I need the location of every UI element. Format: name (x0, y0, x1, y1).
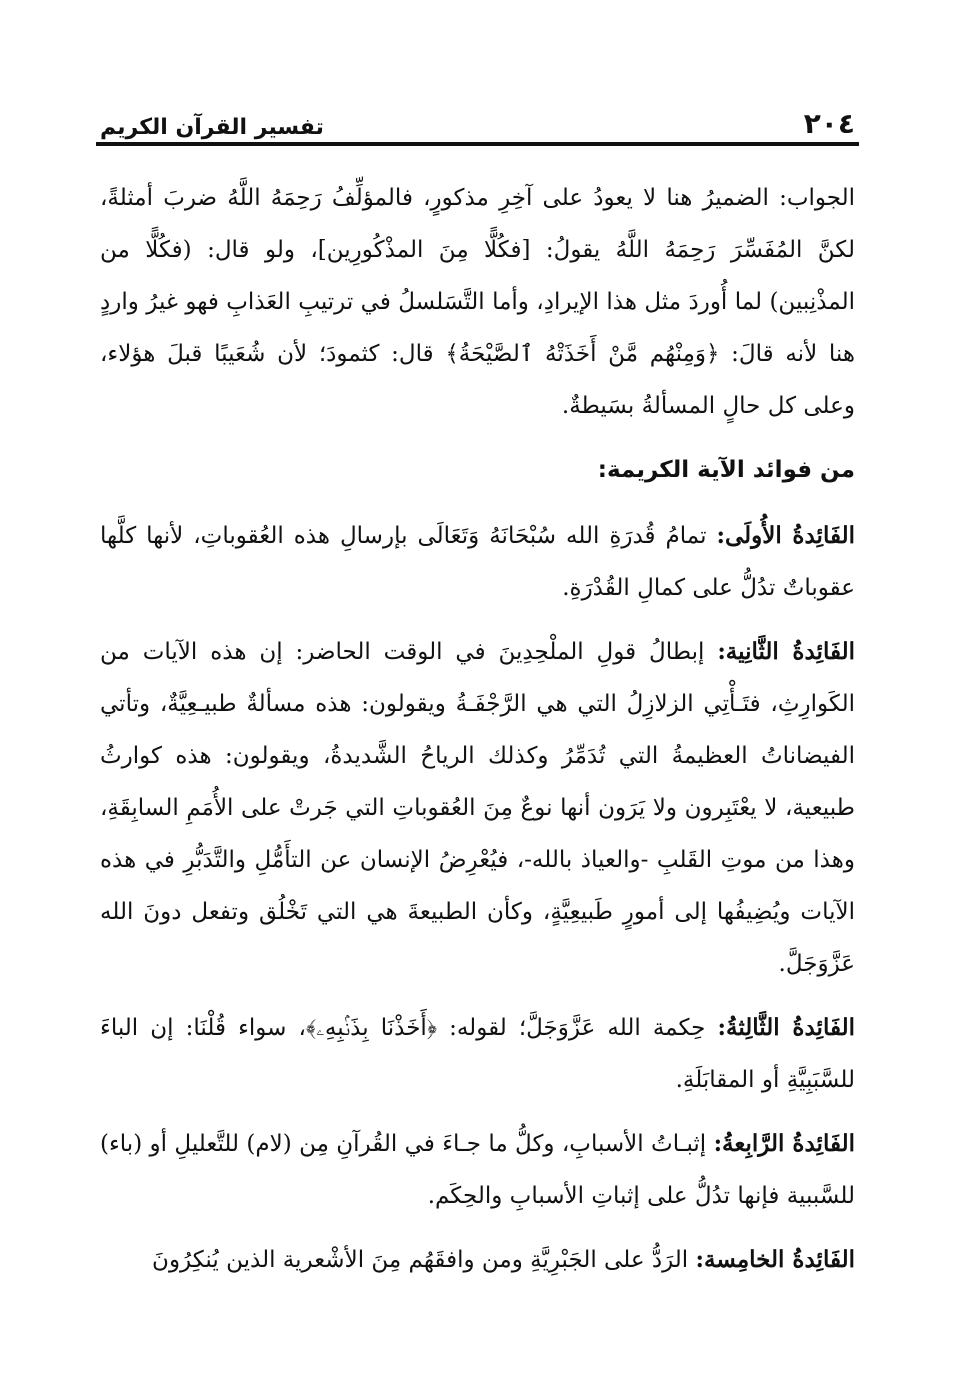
benefit-2-label: الفَائِدةُ الثَّانِية: (717, 638, 855, 665)
page-body (100, 172, 855, 1298)
benefit-2-text: إبطالُ قولِ الملْحِدِينَ في الوقت الحاضر: إن هذه الآيات من الكَوارِثِ، فتَـأْتِي الزلازِلُ التي هي الرَّجْفَـةُ ويقولون: هذه مسألةٌ طبيـعِيَّةٌ، وتأتي الفيضاناتُ العظيمةُ التي تُدَمِّرُ وكذلك الرياحُ الشَّديدةُ، ويقولون: هذه كوارثُ طبيعية، لا يعْتَبِرون ولا يَرَون أنها نوعٌ مِنَ العُقوباتِ التي جَرتْ على الأُمَمِ السابِقَةِ، وهذا من موتِ القَلبِ -والعياذ بالله-، فيُعْرِضُ الإنسان عن التأَمُّلِ والتَّدَبُّرِ في هذه الآيات ويُضِيفُها إلى أمورٍ طَبيعِيَّةٍ، وكأن الطبيعةَ هي التي تَخْلُق وتفعل دونَ الله عَزَّوَجَلَّ. (100, 639, 855, 977)
benefit-4-paragraph (100, 1118, 855, 1222)
header-divider (96, 142, 859, 146)
benefit-5-label: الفَائِدةُ الخامِسة: (695, 1246, 855, 1273)
benefit-2-paragraph (100, 626, 855, 990)
benefit-1-text: تمامُ قُدرَةِ الله سُبْحَانَهُ وَتَعَالَى بإرسالِ هذه العُقوباتِ، لأنها كلَّها عقوباتٌ تدُلُّ على كمالِ القُدْرَةِ. (100, 523, 855, 601)
answer-paragraph: الجواب: الضميرُ هنا لا يعودُ على آخِرِ مذكورٍ، فالمؤلِّفُ رَحِمَهُ اللَّهُ ضربَ أمثلةً، لكنَّ المُفَسِّرَ رَحِمَهُ اللَّهُ يقولُ: [فكُلًّا مِنَ المذْكُورِين]، ولو قال: (فكُلًّا من المذْنِبين) لما أُوردَ مثل هذا الإيرادِ، وأما التَّسَلسلُ في ترتيبِ العَذابِ فهو غيرُ واردٍ هنا لأنه قالَ: ﴿وَمِنْهُم مَّنْ أَخَذَتْهُ ٱلصَّيْحَةُ﴾ قال: كثمودَ؛ لأن شُعَيبًا قبلَ هؤلاء، وعلى كل حالٍ المسألةُ بسَيطةٌ. (100, 185, 855, 419)
benefit-3-label: الفَائِدةُ الثَّالِثةُ: (717, 1014, 855, 1041)
section-heading: من فوائد الآية الكريمة: (597, 457, 855, 483)
benefit-3-paragraph (100, 1002, 855, 1106)
benefit-5-text: الرَدُّ على الجَبْرِيَّةِ ومن وافقَهُم مِنَ الأشْعرية الذين يُنكِرُونَ (152, 1247, 696, 1273)
page-number: ٢٠٤ (803, 107, 855, 140)
page-header (100, 100, 855, 140)
benefit-1-paragraph (100, 510, 855, 614)
book-title: تفسير القرآن الكريم (100, 115, 324, 140)
benefit-5-paragraph (100, 1234, 855, 1286)
benefit-4-label: الفَائِدةُ الرَّابِعةُ: (713, 1130, 855, 1157)
benefit-1-label: الفَائِدةُ الأُولَى: (716, 522, 855, 549)
benefit-4-text: إثبـاتُ الأسبابِ، وكلُّ ما جـاءَ في القُرآنِ مِن (لام) للتَّعليلِ أو (باء) للسَّببية فإنها تدُلُّ على إثباتِ الأسبابِ والحِكَم. (100, 1131, 855, 1209)
benefit-3-text: حِكمة الله عَزَّوَجَلَّ؛ لقوله: ﴿أَخَذْنَا بِذَنۢبِهِۦ﴾، سواء قُلْنَا: إن الباءَ للسَّبَبِيَّةِ أو المقابَلَةِ. (100, 1015, 855, 1093)
